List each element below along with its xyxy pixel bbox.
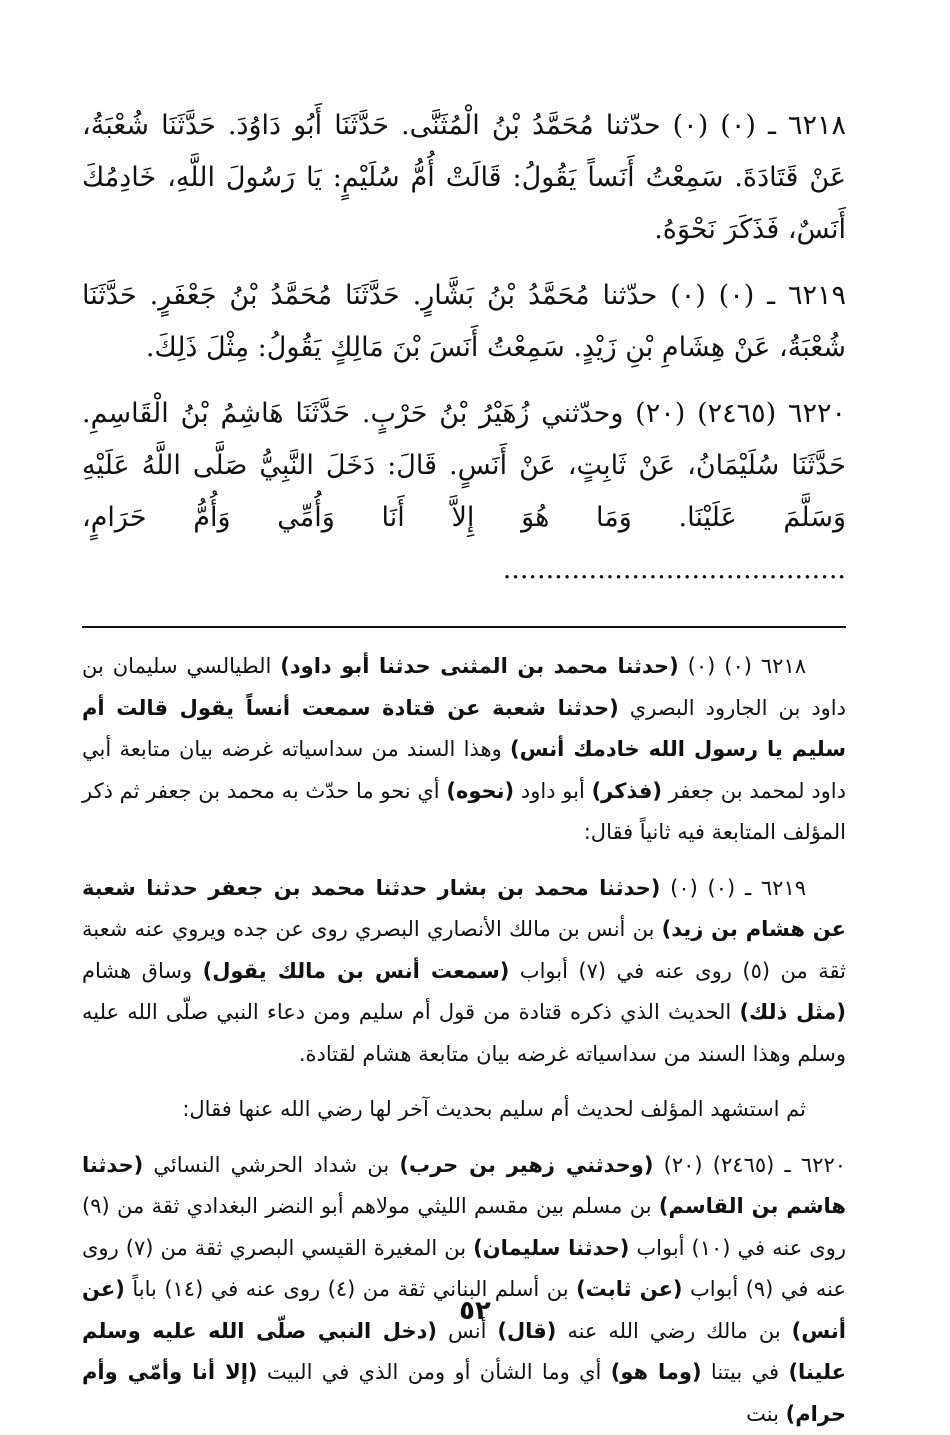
- text-segment: بن مالك رضي الله عنه: [556, 1319, 791, 1343]
- bold-quote: (عن ثابت): [576, 1277, 682, 1301]
- text-segment: أي نحو ما حدّث به محمد بن جعفر ثم ذكر المؤلف المتابعة فيه ثانياً فقال:: [82, 779, 846, 845]
- bold-quote: (قال): [497, 1319, 556, 1343]
- bold-quote: (نحوه): [446, 779, 514, 803]
- text-segment: في بيتنا: [702, 1360, 789, 1384]
- text-segment: أنس: [437, 1319, 497, 1343]
- text-segment: ٦٢١٩ ـ (٠) (٠): [660, 876, 806, 900]
- hadith-6220: [82, 388, 846, 596]
- text-segment: بن أسلم البناني ثقة من (٤) روى عنه في (١٤) باباً: [125, 1277, 576, 1301]
- bold-quote: (حدثنا سليمان): [473, 1236, 629, 1260]
- bold-quote: (سمعت أنس بن مالك يقول): [203, 959, 510, 983]
- text-segment: أي وما الشأن أو ومن الذي في البيت: [258, 1360, 611, 1384]
- bold-quote: (حدثنا محمد بن المثنى حدثنا أبو داود): [280, 654, 678, 678]
- commentary-paragraph: [82, 646, 846, 854]
- hadith-6218: [82, 100, 846, 256]
- hadith-6219: [82, 270, 846, 374]
- bold-quote: (حدثنا محمد بن بشار حدثنا محمد بن جعفر حدثنا شعبة عن هشام بن زيد): [82, 876, 846, 942]
- text-segment: ٦٢٢٠ ـ (٢٤٦٥) (٢٠): [653, 1153, 846, 1177]
- bold-quote: (مثل ذلك): [739, 1000, 846, 1024]
- bold-quote: (عن أنس): [82, 1277, 846, 1343]
- bold-quote: (فذكر): [592, 779, 662, 803]
- text-segment: الحديث الذي ذكره قتادة من قول أم سليم ومن دعاء النبي صلّى الله عليه وسلم وهذا السند من سداسياته غرضه بيان متابعة هشام لقتادة.: [82, 1000, 846, 1066]
- bold-quote: (وحدثني زهير بن حرب): [399, 1153, 653, 1177]
- hadith-text: ٦٢١٩ ـ (٠) (٠) حدّثنا مُحَمَّدُ بْنُ بَشَّارٍ. حَدَّثَنَا مُحَمَّدُ بْنُ جَعْفَرٍ. حَدَّثَنَا شُعْبَةُ، عَنْ هِشَامِ بْنِ زَيْدٍ. سَمِعْتُ أَنَسَ بْنَ مَالِكٍ يَقُولُ: مِثْلَ ذَلِكَ.: [82, 280, 846, 363]
- text-segment: بن شداد الحرشي النسائي: [143, 1153, 399, 1177]
- text-segment: وساق هشام: [82, 959, 203, 983]
- text-segment: بن المغيرة القيسي البصري ثقة من (٧) روى عنه في (٩) أبواب: [82, 1236, 846, 1302]
- footnote-divider: [82, 626, 846, 628]
- page-number: ٥٢: [0, 1296, 950, 1326]
- text-segment: أبو داود: [514, 779, 591, 803]
- hadith-text: ٦٢١٨ ـ (٠) (٠) حدّثنا مُحَمَّدُ بْنُ الْمُثَنَّى. حَدَّثَنَا أَبُو دَاوُدَ. حَدَّثَنَا شُعْبَةُ، عَنْ قَتَادَةَ. سَمِعْتُ أَنَساً يَقُولُ: قَالَتْ أُمُّ سُلَيْمٍ: يَا رَسُولَ اللَّهِ، خَادِمُكَ أَنَسٌ، فَذَكَرَ نَحْوَهُ.: [82, 110, 846, 245]
- ellipsis-dots: ........................................: [503, 554, 846, 585]
- bold-quote: (حدثنا شعبة عن قتادة سمعت أنساً يقول قالت أم سليم يا رسول الله خادمك أنس): [82, 696, 846, 762]
- text-segment: بنت: [746, 1402, 785, 1426]
- commentary-paragraph: [82, 1089, 846, 1131]
- text-segment: ثم استشهد المؤلف لحديث أم سليم بحديث آخر لها رضي الله عنها فقال:: [182, 1097, 806, 1121]
- text-segment: وهذا السند من سداسياته غرضه بيان متابعة أبي داود لمحمد بن جعفر: [82, 737, 846, 803]
- bold-quote: (حدثنا هاشم بن القاسم): [82, 1153, 846, 1219]
- hadith-text-section: [82, 100, 846, 596]
- text-segment: ٦٢١٨ (٠) (٠): [679, 654, 806, 678]
- bold-quote: (دخل النبي صلّى الله عليه وسلم علينا): [82, 1319, 846, 1385]
- text-segment: الطيالسي سليمان بن داود بن الجارود البصري: [82, 654, 846, 720]
- bold-quote: (إلا أنا وأمّي وأم حرام): [82, 1360, 846, 1426]
- commentary-paragraph: [82, 1145, 846, 1435]
- hadith-text: ٦٢٢٠ (٢٤٦٥) (٢٠) وحدّثني زُهَيْرُ بْنُ حَرْبٍ. حَدَّثَنَا هَاشِمُ بْنُ الْقَاسِمِ. حَدَّثَنَا سُلَيْمَانُ، عَنْ ثَابِتٍ، عَنْ أَنَسٍ. قَالَ: دَخَلَ النَّبِيُّ صَلَّى اللَّهُ عَلَيْهِ وَسَلَّمَ عَلَيْنَا. وَمَا هُوَ إِلاَّ أَنَا وَأُمِّي وَأُمُّ حَرَامٍ،: [82, 398, 846, 533]
- commentary-paragraph: [82, 868, 846, 1076]
- text-segment: بن مسلم بين مقسم الليثي مولاهم أبو النضر البغدادي ثقة من (٩) روى عنه في (١٠) أبواب: [82, 1194, 846, 1260]
- bold-quote: (وما هو): [611, 1360, 702, 1384]
- text-segment: بن أنس بن مالك الأنصاري البصري روى عن جده ويروي عنه شعبة ثقة من (٥) روى عنه في (٧) أبواب: [82, 917, 846, 983]
